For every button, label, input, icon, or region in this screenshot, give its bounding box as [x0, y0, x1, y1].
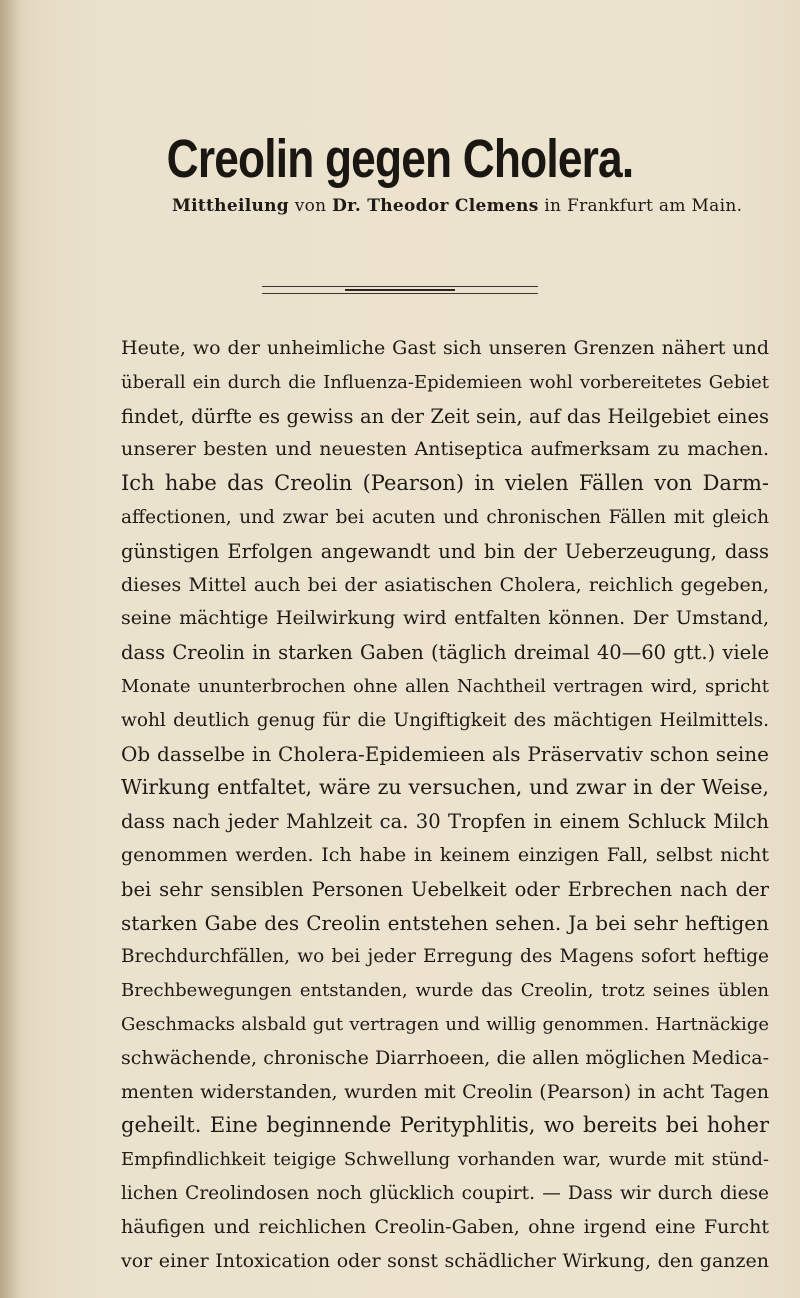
text-line: dieses Mittel auch bei der asiatischen Cholera, reichlich gegeben,	[121, 573, 769, 596]
text-line: Ich habe das Creolin (Pearson) in vielen Fällen von Darm-	[121, 471, 769, 496]
text-line: affectionen, und zwar bei acuten und chronischen Fällen mit gleich	[121, 506, 769, 528]
text-line: Empfindlichkeit teigige Schwellung vorhanden war, wurde mit stünd-	[121, 1149, 769, 1171]
subtitle	[172, 196, 742, 216]
text-line: überall ein durch die Influenza-Epidemieen wohl vorbereitetes Gebiet	[121, 371, 769, 393]
text-line: wohl deutlich genug für die Ungiftigkeit des mächtigen Heilmittels.	[121, 709, 769, 731]
text-line: lichen Creolindosen noch glücklich coupirt. — Dass wir durch diese	[121, 1182, 769, 1204]
subtitle-prefix: Mittheilung	[172, 196, 289, 216]
text-line: findet, dürfte es gewiss an der Zeit sein, auf das Heilgebiet eines	[121, 404, 769, 428]
text-line: günstigen Erfolgen angewandt und bin der Ueberzeugung, dass	[121, 539, 769, 563]
text-line: dass nach jeder Mahlzeit ca. 30 Tropfen in einem Schluck Milch	[121, 810, 769, 834]
body-text	[121, 332, 769, 1278]
subtitle-von: von	[288, 196, 333, 216]
text-line: häufigen und reichlichen Creolin-Gaben, ohne irgend eine Furcht	[121, 1215, 769, 1238]
text-line: menten widerstanden, wurden mit Creolin (Pearson) in acht Tagen	[121, 1080, 769, 1103]
text-line: unserer besten und neuesten Antiseptica aufmerksam zu machen.	[121, 438, 769, 461]
text-line: bei sehr sensiblen Personen Uebelkeit oder Erbrechen nach der	[121, 877, 769, 901]
text-line: Heute, wo der unheimliche Gast sich unseren Grenzen nähert und	[121, 337, 769, 359]
text-line: Monate ununterbrochen ohne allen Nachtheil vertragen wird, spricht	[121, 675, 769, 697]
text-line: geheilt. Eine beginnende Perityphlitis, wo bereits bei hoher	[121, 1113, 769, 1138]
text-line: vor einer Intoxication oder sonst schädlicher Wirkung, den ganzen	[121, 1249, 769, 1272]
subtitle-author: Dr. Theodor Clemens	[332, 196, 539, 216]
text-line: Geschmacks alsbald gut vertragen und willig genommen. Hartnäckige	[121, 1013, 769, 1035]
decorative-rule	[262, 286, 538, 294]
text-line: Brechdurchfällen, wo bei jeder Erregung des Magens sofort heftige	[121, 946, 769, 968]
text-line: Ob dasselbe in Cholera-Epidemieen als Präservativ schon seine	[121, 741, 769, 766]
text-line: dass Creolin in starken Gaben (täglich dreimal 40—60 gtt.) viele	[121, 641, 769, 665]
text-line: Wirkung entfaltet, wäre zu versuchen, und zwar in der Weise,	[121, 775, 769, 800]
subtitle-suffix: in Frankfurt am Main.	[538, 196, 743, 216]
text-line: Brechbewegungen entstanden, wurde das Creolin, trotz seines üblen	[121, 980, 769, 1002]
page-edge-shadow	[0, 0, 20, 1298]
text-line: seine mächtige Heilwirkung wird entfalten können. Der Umstand,	[121, 607, 769, 630]
text-line: schwächende, chronische Diarrhoeen, die allen möglichen Medica-	[121, 1046, 769, 1069]
page-title: Creolin gegen Cholera.	[166, 129, 634, 189]
text-line: genommen werden. Ich habe in keinem einzigen Fall, selbst nicht	[121, 843, 769, 866]
text-line: starken Gabe des Creolin entstehen sehen. Ja bei sehr heftigen	[121, 910, 769, 935]
